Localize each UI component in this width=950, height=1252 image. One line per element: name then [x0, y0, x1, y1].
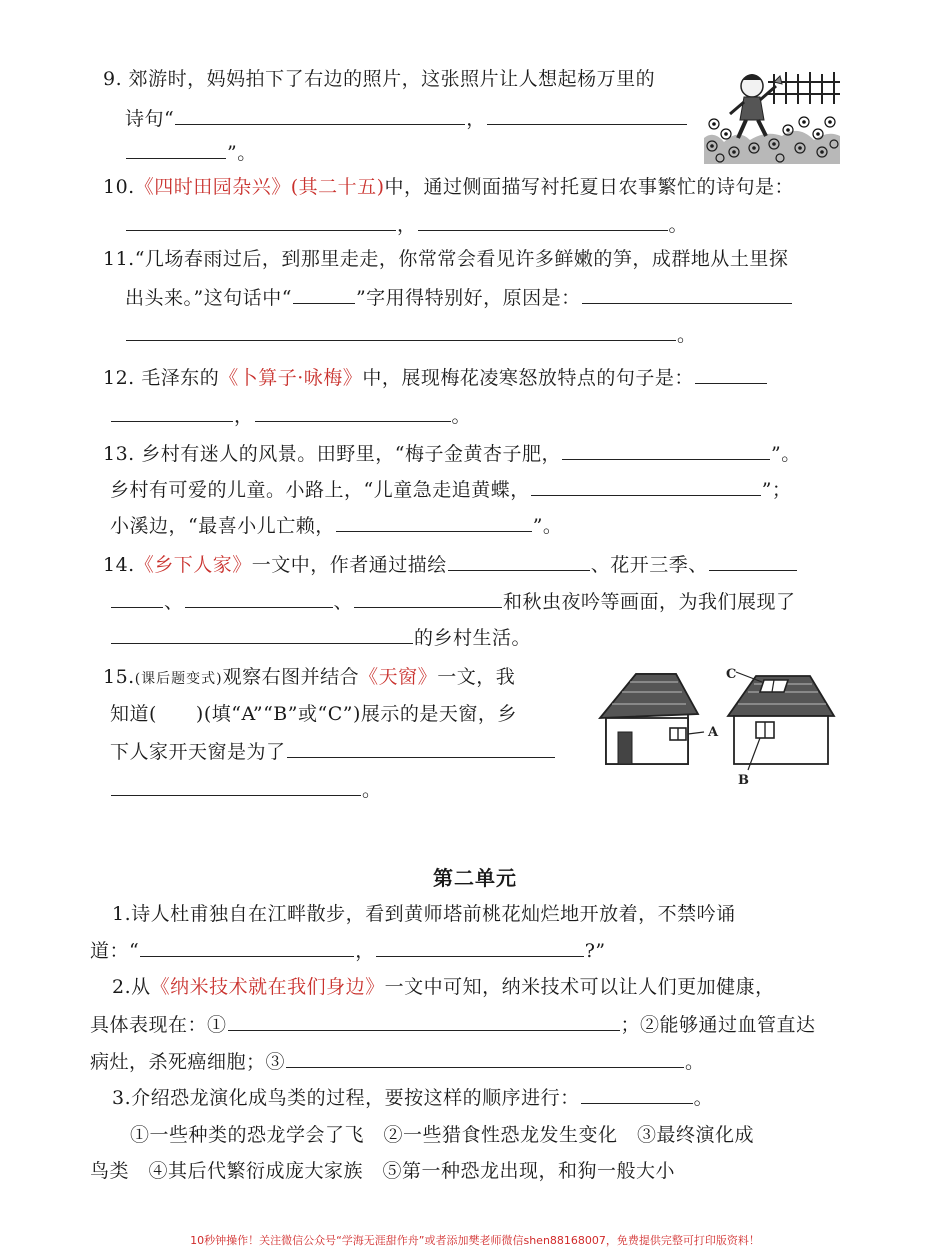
q13-end-1: ”。 — [770, 443, 801, 465]
u2q1-blank-2[interactable] — [376, 938, 584, 957]
label-c: C — [726, 667, 737, 682]
q14-num: 14. — [103, 554, 135, 576]
label-a: A — [708, 725, 719, 740]
footer-notice: 10秒钟操作！关注微信公众号“学海无涯甜作舟”或者添加樊老师微信shen88168007，免费提供完整可打印版资料！ — [190, 1234, 760, 1247]
q14-blank-3[interactable] — [111, 589, 163, 608]
q10-text: 中，通过侧面描写衬托夏日农事繁忙的诗句是： — [384, 176, 795, 198]
u2q3-blank[interactable] — [581, 1085, 693, 1104]
houses-illustration — [598, 664, 842, 788]
q9-sep: ， — [466, 108, 486, 130]
q11-end: 。 — [677, 324, 697, 346]
unit2-heading: 第二单元 — [433, 866, 517, 890]
q12-blank-1[interactable] — [695, 365, 767, 384]
u2q1-text-a: 道：“ — [90, 940, 140, 962]
u2q1-line1: 1.诗人杜甫独自在江畔散步，看到黄师塔前桃花灿烂地开放着，不禁吟诵 — [112, 903, 736, 925]
q14-title: 《乡下人家》 — [134, 554, 252, 576]
q12-end: 。 — [451, 405, 472, 427]
q11-text-b: ”字用得特别好，原因是： — [355, 287, 581, 309]
u2q2-prefix: 2.从 — [112, 976, 151, 998]
q14-blank-5[interactable] — [354, 589, 502, 608]
u2q2-line2 — [90, 1012, 816, 1038]
q9-blank-2[interactable] — [487, 106, 687, 125]
u2q2-blank-2[interactable] — [286, 1049, 684, 1068]
q15-text-3: 下人家开天窗是为了 — [110, 741, 286, 763]
q13-line2 — [110, 477, 791, 503]
q9-line1: 9. 郊游时，妈妈拍下了右边的照片，这张照片让人想起杨万里的 — [103, 68, 656, 90]
q15-title: 《天窗》 — [359, 666, 438, 688]
q13-end-2: ”； — [761, 479, 792, 501]
q13-text-2: 乡村有可爱的儿童。小路上，“儿童急走追黄蝶， — [110, 479, 530, 501]
u2q2-line3 — [90, 1049, 705, 1075]
q10-end: 。 — [668, 214, 689, 236]
q12-text: 中，展现梅花凌寒怒放特点的句子是： — [362, 367, 694, 389]
q10-sep: ， — [397, 214, 417, 236]
q12-prefix: 12. 毛泽东的 — [103, 367, 220, 389]
q13-text-3: 小溪边，“最喜小儿亡赖， — [110, 515, 335, 537]
q12-line1 — [103, 365, 768, 391]
q11-line1: 11.“几场春雨过后，到那里走走，你常常会看见许多鲜嫩的笋，成群地从土里探 — [103, 248, 789, 270]
q14-text-b: 、花开三季、 — [590, 554, 708, 576]
u2q3-text: 3.介绍恐龙演化成鸟类的过程，要按这样的顺序进行： — [112, 1087, 580, 1109]
q15-blank-1[interactable] — [287, 739, 555, 758]
u2q3-end: 。 — [693, 1087, 714, 1109]
u2q2-text-c: 病灶，杀死癌细胞；③ — [90, 1051, 286, 1073]
house-left-icon — [600, 674, 704, 764]
q11-line3 — [125, 322, 697, 348]
q15-line4 — [110, 777, 382, 803]
q14-blank-6[interactable] — [111, 625, 413, 644]
q9-end: ”。 — [227, 142, 257, 164]
q14-line3 — [110, 625, 531, 651]
q14-line1 — [103, 552, 798, 578]
q14-blank-1[interactable] — [448, 552, 590, 571]
q15-line2: 知道( )(填“A”“B”或“C”)展示的是天窗，乡 — [110, 703, 517, 725]
u2q2-title: 《纳米技术就在我们身边》 — [150, 976, 385, 998]
q9-blank-1[interactable] — [175, 106, 465, 125]
boy-in-flowers-illustration — [704, 64, 840, 164]
q11-line2 — [125, 285, 793, 311]
u2q2-blank-1[interactable] — [228, 1012, 620, 1031]
q14-text-d: 的乡村生活。 — [414, 627, 532, 649]
q13-line1 — [103, 441, 801, 467]
label-b: B — [738, 773, 749, 788]
q15-text-b: 一文，我 — [437, 666, 516, 688]
q10-line2 — [125, 212, 688, 238]
q14-blank-2[interactable] — [709, 552, 797, 571]
house-right-icon — [728, 672, 834, 770]
u2q1-end: ?” — [584, 940, 606, 962]
q11-text-a: 出头来。”这句话中“ — [125, 287, 292, 309]
q14-text-a: 一文中，作者通过描绘 — [251, 554, 447, 576]
u2q2-text-a: 具体表现在：① — [90, 1014, 227, 1036]
q13-blank-2[interactable] — [531, 477, 761, 496]
q15-end: 。 — [362, 779, 382, 801]
q12-blank-2[interactable] — [111, 403, 233, 422]
u2q3-options-line2: 鸟类 ④其后代繁衍成庞大家族 ⑤第一种恐龙出现，和狗一般大小 — [90, 1160, 676, 1182]
q14-sep-1: 、 — [164, 591, 184, 613]
q14-line2 — [110, 589, 796, 615]
q9-blank-3[interactable] — [126, 140, 226, 159]
q10-blank-2[interactable] — [418, 212, 668, 231]
q13-end-3: ”。 — [532, 515, 563, 537]
u2q2-text: 一文中可知，纳米技术可以让人们更加健康， — [384, 976, 775, 998]
q15-blank-2[interactable] — [111, 777, 361, 796]
q15-num: 15. — [103, 666, 135, 688]
q12-blank-3[interactable] — [255, 403, 451, 422]
q9-line3 — [125, 140, 257, 166]
q9-text-a: 诗句“ — [125, 108, 175, 130]
u2q3-line1 — [112, 1085, 713, 1111]
q13-text-1: 13. 乡村有迷人的风景。田野里，“梅子金黄杏子肥， — [103, 443, 561, 465]
q13-line3 — [110, 513, 562, 539]
q12-line2 — [110, 403, 471, 429]
q10-num: 10. — [103, 176, 135, 198]
q14-blank-4[interactable] — [185, 589, 333, 608]
q13-blank-1[interactable] — [562, 441, 770, 460]
q12-title: 《卜算子·咏梅》 — [219, 367, 363, 389]
u2q2-text-b: ；②能够通过血管直达 — [620, 1014, 816, 1036]
u2q2-line1 — [112, 974, 775, 1000]
u2q3-options-line1: ①一些种类的恐龙学会了飞 ②一些猎食性恐龙发生变化 ③最终演化成 — [130, 1124, 755, 1146]
u2q1-blank-1[interactable] — [140, 938, 354, 957]
u2q2-end: 。 — [685, 1051, 705, 1073]
q10-blank-1[interactable] — [126, 212, 396, 231]
q14-text-c: 和秋虫夜吟等画面，为我们展现了 — [503, 591, 796, 613]
q15-tag: (课后题变式) — [134, 671, 223, 687]
q11-blank-reason-1[interactable] — [582, 285, 792, 304]
q10-line1 — [103, 174, 794, 200]
q10-title: 《四时田园杂兴》(其二十五) — [134, 176, 385, 198]
u2q1-line2 — [90, 938, 606, 964]
u2q1-sep: ， — [355, 940, 375, 962]
q13-blank-3[interactable] — [336, 513, 532, 532]
q12-sep: ， — [234, 405, 254, 427]
q15-line1 — [103, 664, 515, 692]
door-icon — [618, 732, 632, 764]
q15-text-a: 观察右图并结合 — [222, 666, 360, 688]
q14-sep-2: 、 — [333, 591, 354, 613]
q11-blank-word[interactable] — [293, 285, 355, 304]
q11-blank-reason-2[interactable] — [126, 322, 676, 341]
q9-line2 — [125, 106, 688, 132]
q15-line3 — [110, 739, 556, 765]
